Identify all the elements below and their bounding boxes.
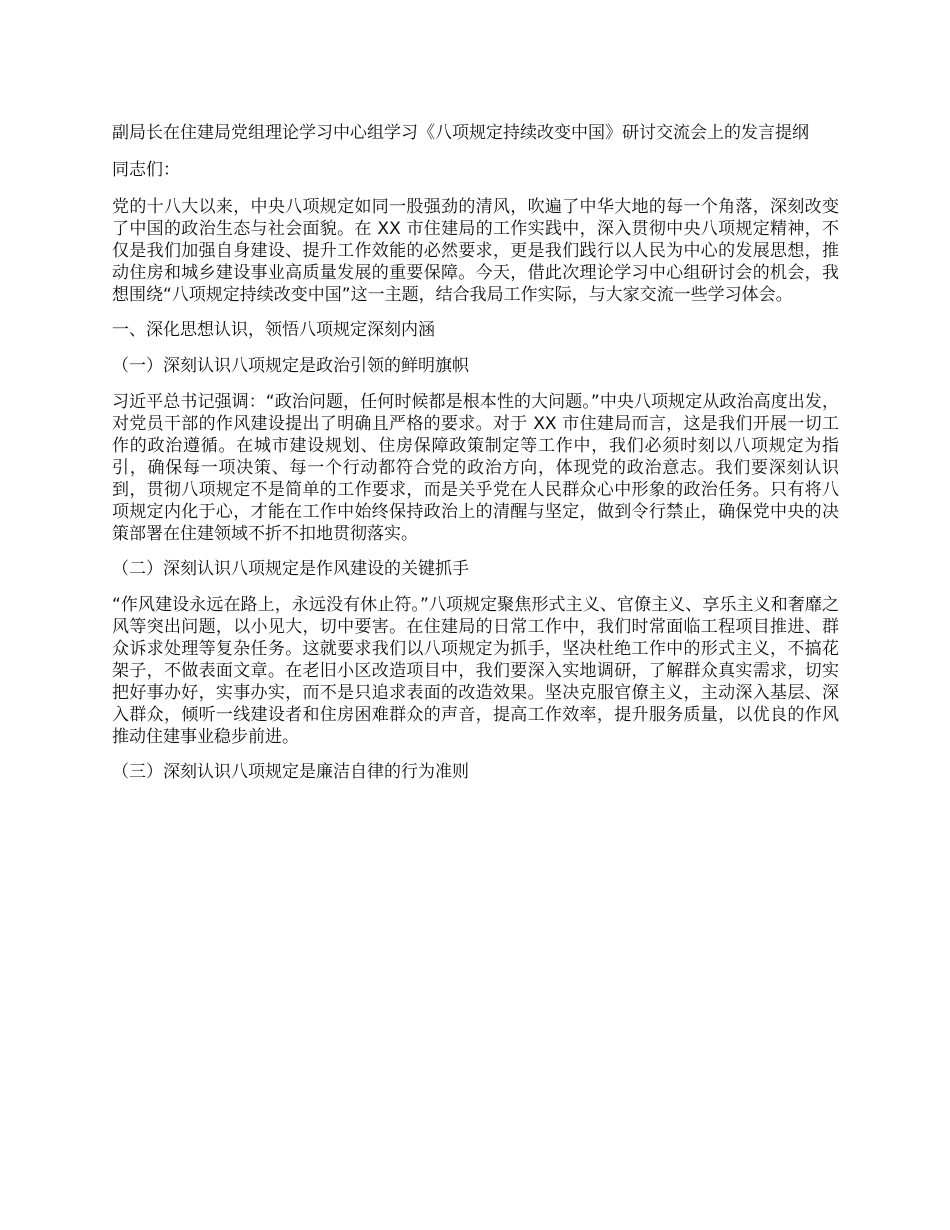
subsection-heading-1: （一）深刻认识八项规定是政治引领的鲜明旗帜 — [112, 356, 469, 376]
document-title: 副局长在住建局党组理论学习中心组学习《八项规定持续改变中国》研讨交流会上的发言提纲 — [112, 123, 809, 143]
subsection-heading-2: （二）深刻认识八项规定是作风建设的关键抓手 — [112, 559, 469, 579]
section-heading-1: 一、深化思想认识，领悟八项规定深刻内涵 — [112, 320, 435, 340]
subsection-body-2: “作风建设永远在路上，永远没有休止符。”八项规定聚焦形式主义、官僚主义、享乐主义和奢靡之风等突出问题，以小见大，切中要害。在住建局的日常工作中，我们时常面临工程项目推进、群众诉求处理等复杂任务。这就要求我们以八项规定为抓手，坚决杜绝工作中的形式主义，不搞花架子，不做表面文章。在老旧小区改造项目中，我们要深入实地调研，了解群众真实需求，切实把好事办好，实事办实，而不是只追求表面的改造效果。坚决克服官僚主义，主动深入基层、深入群众，倾听一线建设者和住房困难群众的声音，提高工作效率，提升服务质量，以优良的作风推动住建事业稳步前进。 — [112, 595, 839, 747]
subsection-body-1: 习近平总书记强调：“政治问题，任何时候都是根本性的大问题。”中央八项规定从政治高度出发，对党员干部的作风建设提出了明确且严格的要求。对于 XX 市住建局而言，这是我们开展一切工作的政治遵循。在城市建设规划、住房保障政策制定等工作中，我们必须时刻以八项规定为指引，确保每一项决策、每一个行动都符合党的政治方向，体现党的政治意志。我们要深刻认识到，贯彻八项规定不是简单的工作要求，而是关乎党在人民群众心中形象的政治任务。只有将八项规定内化于心，才能在工作中始终保持政治上的清醒与坚定，做到令行禁止，确保党中央的决策部署在住建领域不折不扣地贯彻落实。 — [112, 392, 839, 544]
salutation: 同志们： — [112, 160, 180, 180]
subsection-heading-3: （三）深刻认识八项规定是廉洁自律的行为准则 — [112, 762, 469, 782]
intro-paragraph: 党的十八大以来，中央八项规定如同一股强劲的清风，吹遍了中华大地的每一个角落，深刻改变了中国的政治生态与社会面貌。在 XX 市住建局的工作实践中，深入贯彻中央八项规定精神，不仅是我们加强自身建设、提升工作效能的必然要求，更是我们践行以人民为中心的发展思想，推动住房和城乡建设事业高质量发展的重要保障。今天，借此次理论学习中心组研讨会的机会，我想围绕“八项规定持续改变中国”这一主题，结合我局工作实际，与大家交流一些学习体会。 — [112, 197, 839, 305]
document-page — [112, 122, 839, 797]
